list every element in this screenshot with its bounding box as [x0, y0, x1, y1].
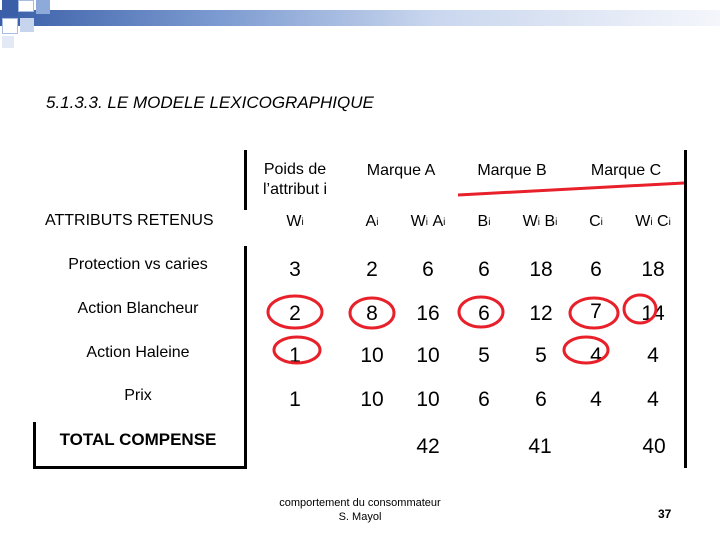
- cell-c: 6: [590, 258, 602, 281]
- total-a: 42: [416, 435, 440, 458]
- row-label: Protection vs caries: [68, 256, 208, 273]
- slide-title: 5.1.3.3. LE MODELE LEXICOGRAPHIQUE: [46, 93, 374, 112]
- footer-line1: comportement du consommateur: [279, 497, 441, 509]
- cell-b: 6: [478, 258, 490, 281]
- row-label: Action Blancheur: [77, 300, 199, 317]
- cell-wb: 18: [529, 258, 553, 281]
- symbol-w-letter: W: [635, 213, 651, 230]
- symbol-c-letter: C: [657, 213, 669, 230]
- circle-annotation: [268, 296, 322, 328]
- circle-annotation: [624, 295, 656, 323]
- symbol-subscript: i: [668, 216, 671, 228]
- symbol-subscript: i: [555, 216, 558, 228]
- symbol-subscript: i: [425, 216, 428, 228]
- cell-wb: 6: [535, 388, 547, 411]
- header-marque-c: Marque C: [590, 162, 662, 179]
- cell-b: 6: [478, 388, 490, 411]
- cell-weight: 1: [289, 388, 301, 411]
- symbol-subscript: i: [376, 216, 379, 228]
- symbol-a-letter: A: [365, 213, 377, 230]
- circle-annotation: [564, 337, 608, 363]
- total-c: 40: [642, 435, 666, 458]
- symbol-subscript: i: [650, 216, 653, 228]
- symbol-b-letter: B: [544, 213, 556, 230]
- circle-annotation: [570, 298, 618, 328]
- cell-b: 5: [478, 344, 490, 367]
- row-label-attributs: ATTRIBUTS RETENUS: [45, 212, 214, 229]
- circle-annotation: [350, 298, 394, 328]
- header-marque-a: Marque A: [366, 162, 436, 179]
- footer-line2: S. Mayol: [338, 511, 382, 523]
- symbol-subscript: i: [537, 216, 540, 228]
- row-label: Prix: [124, 387, 152, 404]
- total-label: TOTAL COMPENSE: [59, 430, 217, 449]
- cell-weight: 3: [289, 258, 301, 281]
- header-marque-b: Marque B: [477, 162, 547, 179]
- symbol-b-letter: B: [477, 213, 489, 230]
- total-b: 41: [528, 435, 552, 458]
- symbol-w-letter: W: [410, 213, 426, 230]
- header-poids-line1: Poids de: [263, 161, 327, 178]
- cell-wc: 4: [647, 388, 659, 411]
- cell-c: 4: [590, 344, 602, 367]
- cell-wa: 16: [416, 302, 440, 325]
- cell-a: 2: [366, 258, 378, 281]
- circle-annotation: [459, 297, 503, 327]
- cell-wa: 10: [416, 388, 440, 411]
- symbol-c-letter: C: [589, 213, 601, 230]
- symbol-a-letter: A: [432, 213, 444, 230]
- row-label: Action Haleine: [86, 344, 190, 361]
- cell-a: 10: [360, 388, 384, 411]
- cell-weight: 1: [289, 344, 301, 367]
- cell-c: 4: [590, 388, 602, 411]
- cell-wc: 18: [641, 258, 665, 281]
- symbol-subscript: i: [301, 216, 304, 228]
- cell-wc: 4: [647, 344, 659, 367]
- cell-wb: 5: [535, 344, 547, 367]
- page-number: 37: [658, 507, 672, 521]
- footer: [240, 496, 480, 524]
- symbol-w-letter: W: [522, 213, 538, 230]
- symbol-subscript: i: [600, 216, 603, 228]
- cell-c: 7: [590, 300, 602, 323]
- cell-b: 6: [478, 302, 490, 325]
- cell-wa: 10: [416, 344, 440, 367]
- strike-line: [458, 183, 684, 195]
- symbol-w-letter: W: [286, 213, 302, 230]
- header-poids-line2: l’attribut i: [262, 181, 328, 198]
- cell-wa: 6: [422, 258, 434, 281]
- symbol-subscript: i: [443, 216, 446, 228]
- cell-wb: 12: [529, 302, 553, 325]
- circle-annotation: [274, 337, 320, 363]
- symbol-subscript: i: [488, 216, 491, 228]
- cell-wc: 14: [641, 302, 665, 325]
- cell-a: 8: [366, 302, 378, 325]
- cell-weight: 2: [289, 302, 301, 325]
- cell-a: 10: [360, 344, 384, 367]
